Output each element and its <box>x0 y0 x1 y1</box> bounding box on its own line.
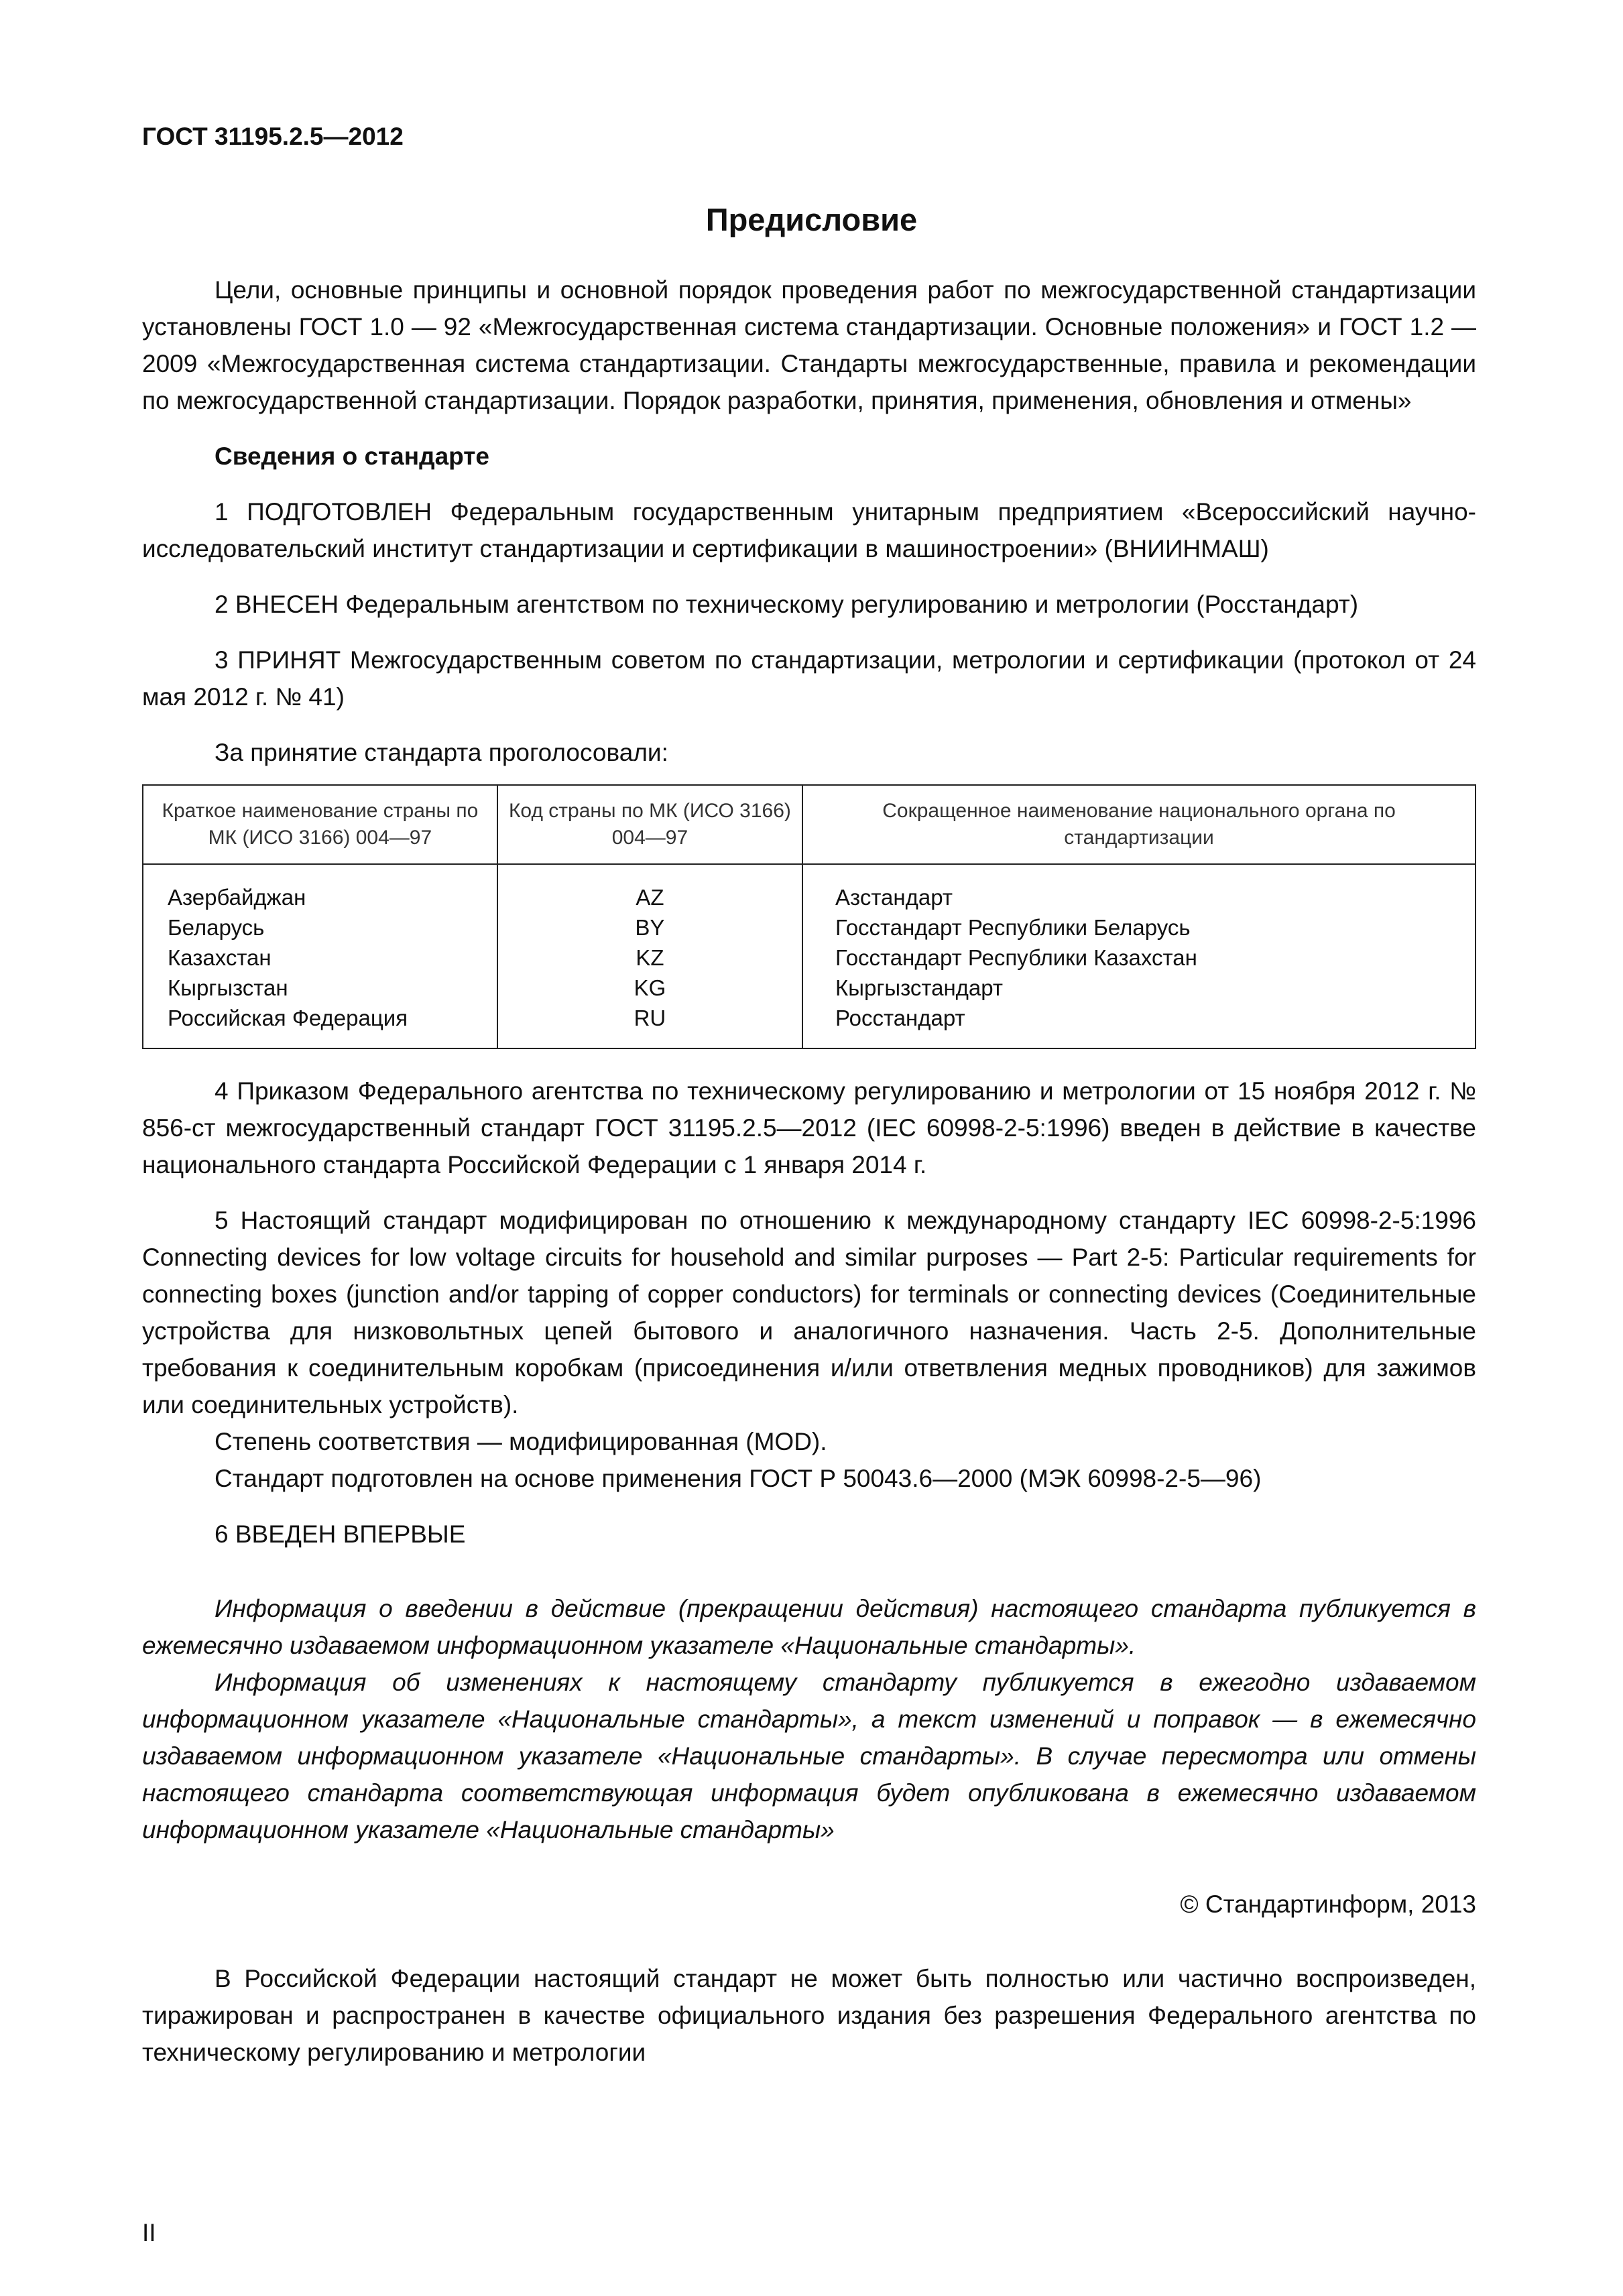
rights-paragraph: В Российской Федерации настоящий стандарт не может быть полностью или частично воспроизведен, тиражирован и распространен в качестве официального издания без разрешения Федерального агентства по техническому регулированию и метрологии <box>142 1965 1476 2066</box>
page-number: II <box>142 2219 156 2246</box>
voting-table <box>142 784 1476 1049</box>
table-row <box>143 864 1476 912</box>
country-cell: Беларусь <box>143 912 497 943</box>
table-row <box>143 912 1476 943</box>
code-cell: RU <box>497 1003 802 1048</box>
code-cell: KG <box>497 973 802 1003</box>
voting-table-container <box>142 784 1476 1049</box>
document-body <box>142 271 1476 2071</box>
table-header-row <box>143 785 1476 864</box>
page-title: Предисловие <box>705 202 918 237</box>
header-org: Сокращенное наименование национального органа по стандартизации <box>802 785 1476 864</box>
item-enactment: 4 Приказом Федерального агентства по техническому регулированию и метрологии от 15 ноября 2012 г. № 856-ст межгосударственный стандарт ГОСТ 31195.2.5—2012 (IEC 60998-2-5:1996) введен в действие в качестве национального стандарта Российской Федерации с 1 января 2014 г. <box>142 1077 1476 1179</box>
copyright-line: © Стандартинформ, 2013 <box>1180 1890 1476 1918</box>
org-cell: Азстандарт <box>802 864 1476 912</box>
voted-intro: За принятие стандарта проголосовали: <box>215 739 668 766</box>
table-row <box>143 973 1476 1003</box>
basis-standard: Стандарт подготовлен на основе применения ГОСТ Р 50043.6—2000 (МЭК 60998-2-5—96) <box>215 1465 1262 1492</box>
table-row <box>143 943 1476 973</box>
item-first-introduced: 6 ВВЕДЕН ВПЕРВЫЕ <box>215 1520 466 1548</box>
degree-of-conformity: Степень соответствия — модифицированная (MOD). <box>215 1428 827 1455</box>
org-cell: Госстандарт Республики Казахстан <box>802 943 1476 973</box>
item-prepared: 1 ПОДГОТОВЛЕН Федеральным государственным унитарным предприятием «Всероссийский научно-исследовательский институт стандартизации и сертификации в машиностроении» (ВНИИНМАШ) <box>142 498 1476 562</box>
item-introduced: 2 ВНЕСЕН Федеральным агентством по техническому регулированию и метрологии (Росстандарт) <box>215 591 1359 618</box>
item-adopted: 3 ПРИНЯТ Межгосударственным советом по стандартизации, метрологии и сертификации (протокол от 24 мая 2012 г. № 41) <box>142 646 1476 711</box>
org-cell: Росстандарт <box>802 1003 1476 1048</box>
org-cell: Кыргызстандарт <box>802 973 1476 1003</box>
org-cell: Госстандарт Республики Беларусь <box>802 912 1476 943</box>
table-row <box>143 1003 1476 1048</box>
item-modification: 5 Настоящий стандарт модифицирован по отношению к международному стандарту IEC 60998-2-5:1996 Connecting devices for low voltage circuits for household and similar purposes — Part 2-5: Particular requirements for connecting boxes (junction and/or tapping of copper conductors) for terminals or connecting devices (Соединительные устройства для низковольтных цепей бытового и аналогичного назначения. Часть 2-5. Дополнительные требования к соединительным коробкам (присоединения и/или ответвления медных проводников) для зажимов или соединительных устройств). <box>142 1207 1476 1418</box>
notice-paragraph-1: Информация о введении в действие (прекращении действия) настоящего стандарта публикуется в ежемесячно издаваемом информационном указателе «Национальные стандарты». <box>142 1595 1476 1659</box>
header-country: Краткое наименование страны по МК (ИСО 3166) 004—97 <box>143 785 497 864</box>
header-code: Код страны по МК (ИСО 3166) 004—97 <box>497 785 802 864</box>
info-heading: Сведения о стандарте <box>215 442 489 470</box>
country-cell: Российская Федерация <box>143 1003 497 1048</box>
country-cell: Азербайджан <box>143 864 497 912</box>
code-cell: KZ <box>497 943 802 973</box>
code-cell: AZ <box>497 864 802 912</box>
country-cell: Казахстан <box>143 943 497 973</box>
document-code-header: ГОСТ 31195.2.5—2012 <box>142 123 404 150</box>
country-cell: Кыргызстан <box>143 973 497 1003</box>
notice-paragraph-2: Информация об изменениях к настоящему стандарту публикуется в ежегодно издаваемом информационном указателе «Национальные стандарты», а текст изменений и поправок — в ежемесячно издаваемом информационном указателе «Национальные стандарты». В случае пересмотра или отмены настоящего стандарта соответствующая информация будет опубликована в ежемесячно издаваемом информационном указателе «Национальные стандарты» <box>142 1669 1476 1844</box>
code-cell: BY <box>497 912 802 943</box>
intro-paragraph: Цели, основные принципы и основной порядок проведения работ по межгосударственной стандартизации установлены ГОСТ 1.0 — 92 «Межгосударственная система стандартизации. Основные положения» и ГОСТ 1.2 — 2009 «Межгосударственная система стандартизации. Стандарты межгосударственные, правила и рекомендации по межгосударственной стандартизации. Порядок разработки, принятия, применения, обновления и отмены» <box>142 276 1476 414</box>
